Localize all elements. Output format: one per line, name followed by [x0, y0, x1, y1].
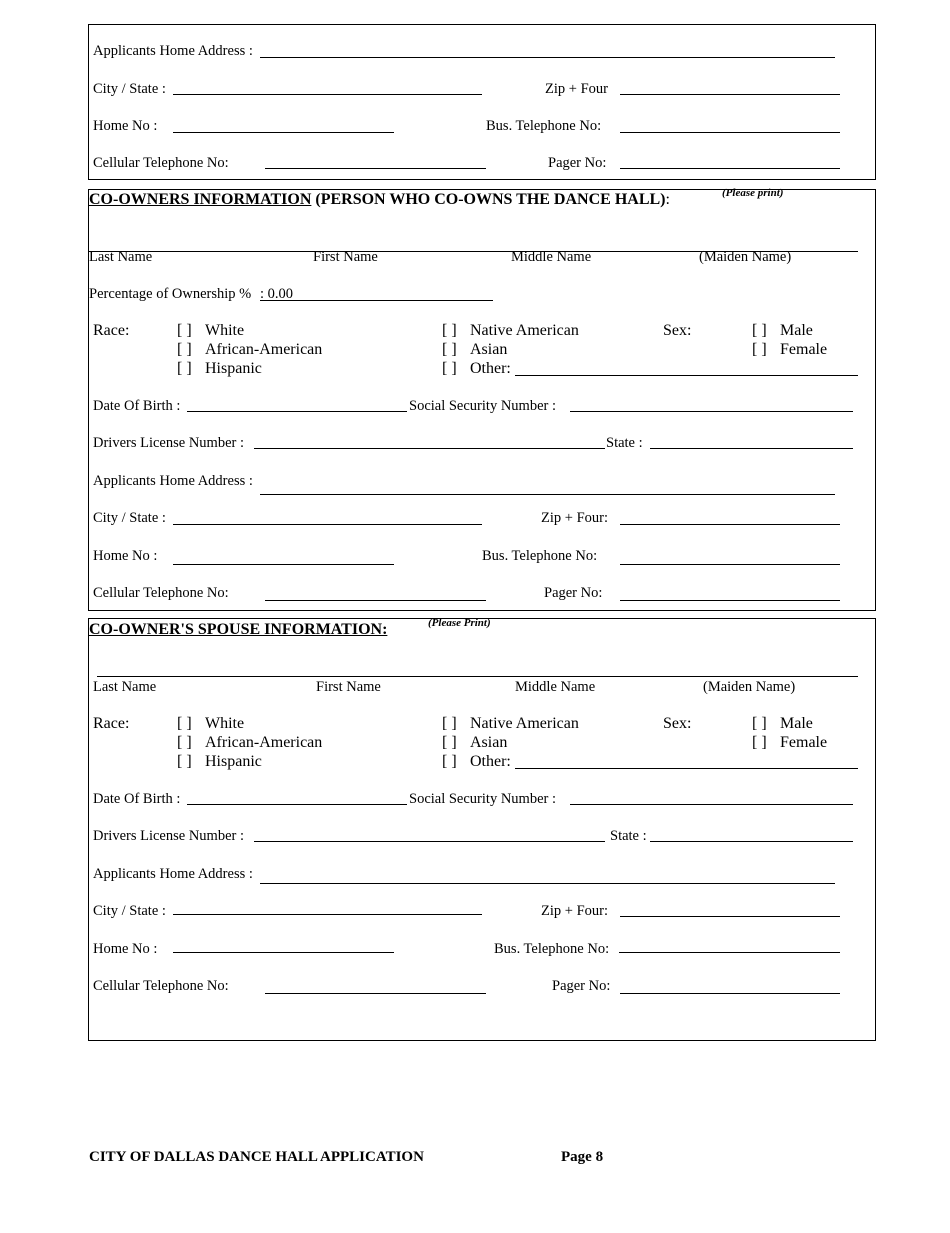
option-label: Female	[780, 341, 828, 358]
option-label: African-American	[205, 341, 323, 358]
coowner-middle-name-label: Middle Name	[511, 249, 592, 265]
spouse-please-print: (Please Print)	[428, 617, 491, 629]
spouse-dob-field[interactable]	[187, 804, 407, 805]
coowner-dob-label: Date Of Birth :	[93, 398, 181, 414]
spouse-race-asian[interactable]	[442, 735, 507, 751]
ownership-value: : 0.00	[260, 286, 294, 302]
spouse-last-name-label: Last Name	[93, 679, 157, 695]
spouse-cell-label: Cellular Telephone No:	[93, 978, 229, 994]
spouse-race-other-field[interactable]	[515, 768, 858, 769]
coowner-ssn-field[interactable]	[570, 411, 853, 412]
spouse-race-african-american[interactable]	[177, 735, 322, 751]
home-no-label: Home No :	[93, 118, 158, 134]
checkbox-icon[interactable]: [ ]	[752, 734, 767, 751]
spouse-bus-phone-label: Bus. Telephone No:	[494, 941, 610, 957]
pager-field[interactable]	[620, 168, 840, 169]
coowner-race-label: Race:	[93, 322, 130, 339]
option-label: Other:	[470, 753, 511, 770]
coowner-zip-label: Zip + Four:	[541, 510, 608, 526]
option-label: Native American	[470, 322, 579, 339]
checkbox-icon[interactable]: [ ]	[752, 322, 767, 339]
city-state-field[interactable]	[173, 94, 482, 95]
coowner-please-print: (Please print)	[722, 187, 784, 199]
coowner-cell-field[interactable]	[265, 600, 486, 601]
coowner-cell-label: Cellular Telephone No:	[93, 585, 229, 601]
checkbox-icon[interactable]: [ ]	[177, 341, 192, 358]
page-number: Page 8	[561, 1149, 604, 1165]
checkbox-icon[interactable]: [ ]	[752, 341, 767, 358]
option-label: Male	[780, 322, 813, 339]
option-label: Asian	[470, 734, 508, 751]
coowner-pager-field[interactable]	[620, 600, 840, 601]
coowner-race-other[interactable]	[442, 361, 511, 377]
spouse-title	[89, 622, 387, 638]
spouse-race-white[interactable]	[177, 716, 244, 732]
coowner-zip-field[interactable]	[620, 524, 840, 525]
spouse-ssn-field[interactable]	[570, 804, 853, 805]
coowner-dl-label: Drivers License Number :	[93, 435, 244, 451]
coowner-pager-label: Pager No:	[544, 585, 603, 601]
option-label: Other:	[470, 360, 511, 377]
spouse-city-state-label: City / State :	[93, 903, 166, 919]
checkbox-icon[interactable]: [ ]	[442, 734, 457, 751]
coowner-sex-female[interactable]	[752, 342, 827, 358]
checkbox-icon[interactable]: [ ]	[177, 715, 192, 732]
spouse-cell-field[interactable]	[265, 993, 486, 994]
option-label: Male	[780, 715, 813, 732]
coowner-dl-field[interactable]	[254, 448, 605, 449]
ownership-field[interactable]	[260, 300, 493, 301]
checkbox-icon[interactable]: [ ]	[177, 753, 192, 770]
spouse-ssn-label: Social Security Number :	[409, 791, 556, 807]
coowner-maiden-name-label: (Maiden Name)	[699, 249, 792, 265]
checkbox-icon[interactable]: [ ]	[442, 341, 457, 358]
spouse-sex-male[interactable]	[752, 716, 813, 732]
option-label: African-American	[205, 734, 323, 751]
coowner-city-state-label: City / State :	[93, 510, 166, 526]
option-label: Asian	[470, 341, 508, 358]
option-label: Female	[780, 734, 828, 751]
spouse-city-state-field[interactable]	[173, 914, 482, 915]
checkbox-icon[interactable]: [ ]	[442, 715, 457, 732]
spouse-race-hispanic[interactable]	[177, 754, 262, 770]
checkbox-icon[interactable]: [ ]	[442, 322, 457, 339]
coowner-race-african-american[interactable]	[177, 342, 322, 358]
coowner-title-colon: :	[665, 191, 670, 208]
pager-label: Pager No:	[548, 155, 607, 171]
coowner-city-state-field[interactable]	[173, 524, 482, 525]
home-address-field[interactable]	[260, 57, 835, 58]
home-address-label: Applicants Home Address :	[93, 43, 253, 59]
ownership-label: Percentage of Ownership %	[89, 286, 252, 302]
zip-label: Zip + Four	[545, 81, 608, 97]
coowner-title-main: CO-OWNERS INFORMATION	[89, 191, 312, 208]
home-no-field[interactable]	[173, 132, 394, 133]
spouse-state-label: State :	[610, 828, 647, 844]
cell-label: Cellular Telephone No:	[93, 155, 229, 171]
coowner-state-field[interactable]	[650, 448, 853, 449]
spouse-name-field[interactable]	[97, 676, 858, 677]
checkbox-icon[interactable]: [ ]	[177, 360, 192, 377]
spouse-race-label: Race:	[93, 715, 130, 732]
spouse-sex-label: Sex:	[663, 715, 692, 732]
checkbox-icon[interactable]: [ ]	[442, 360, 457, 377]
option-label: White	[205, 715, 245, 732]
city-state-label: City / State :	[93, 81, 166, 97]
spouse-title-main: CO-OWNER'S SPOUSE INFORMATION:	[89, 621, 388, 638]
cell-field[interactable]	[265, 168, 486, 169]
spouse-home-no-field[interactable]	[173, 952, 394, 953]
spouse-sex-female[interactable]	[752, 735, 827, 751]
spouse-home-no-label: Home No :	[93, 941, 158, 957]
coowner-home-no-field[interactable]	[173, 564, 394, 565]
spouse-race-native-american[interactable]	[442, 716, 579, 732]
coowner-race-other-field[interactable]	[515, 375, 858, 376]
coowner-race-asian[interactable]	[442, 342, 507, 358]
checkbox-icon[interactable]: [ ]	[442, 753, 457, 770]
coowner-race-white[interactable]	[177, 323, 244, 339]
spouse-maiden-name-label: (Maiden Name)	[703, 679, 796, 695]
coowner-race-native-american[interactable]	[442, 323, 579, 339]
coowner-sex-male[interactable]	[752, 323, 813, 339]
option-label: White	[205, 322, 245, 339]
spouse-home-address-field[interactable]	[260, 883, 835, 884]
coowner-first-name-label: First Name	[313, 249, 378, 265]
spouse-dl-field[interactable]	[254, 841, 605, 842]
option-label: Hispanic	[205, 753, 262, 770]
coowner-title	[89, 192, 670, 208]
zip-field[interactable]	[620, 94, 840, 95]
spouse-dob-label: Date Of Birth :	[93, 791, 181, 807]
coowner-last-name-label: Last Name	[89, 249, 153, 265]
checkbox-icon[interactable]: [ ]	[177, 734, 192, 751]
coowner-bus-phone-field[interactable]	[620, 564, 840, 565]
spouse-bus-phone-field[interactable]	[619, 952, 840, 953]
bus-phone-label: Bus. Telephone No:	[486, 118, 602, 134]
checkbox-icon[interactable]: [ ]	[752, 715, 767, 732]
coowner-bus-phone-label: Bus. Telephone No:	[482, 548, 598, 564]
spouse-dl-label: Drivers License Number :	[93, 828, 244, 844]
spouse-first-name-label: First Name	[316, 679, 381, 695]
footer-title: CITY OF DALLAS DANCE HALL APPLICATION	[89, 1149, 424, 1165]
spouse-race-other[interactable]	[442, 754, 511, 770]
spouse-zip-field[interactable]	[620, 916, 840, 917]
spouse-zip-label: Zip + Four:	[541, 903, 608, 919]
coowner-sex-label: Sex:	[663, 322, 692, 339]
spouse-home-address-label: Applicants Home Address :	[93, 866, 253, 882]
bus-phone-field[interactable]	[620, 132, 840, 133]
spouse-middle-name-label: Middle Name	[515, 679, 596, 695]
spouse-pager-label: Pager No:	[552, 978, 611, 994]
coowner-state-label: State :	[606, 435, 643, 451]
option-label: Hispanic	[205, 360, 262, 377]
spouse-pager-field[interactable]	[620, 993, 840, 994]
coowner-dob-field[interactable]	[187, 411, 407, 412]
checkbox-icon[interactable]: [ ]	[177, 322, 192, 339]
coowner-ssn-label: Social Security Number :	[409, 398, 556, 414]
coowner-race-hispanic[interactable]	[177, 361, 262, 377]
coowner-home-address-field[interactable]	[260, 494, 835, 495]
spouse-state-field[interactable]	[650, 841, 853, 842]
coowner-home-address-label: Applicants Home Address :	[93, 473, 253, 489]
coowner-title-suffix: (PERSON WHO CO-OWNS THE DANCE HALL)	[311, 191, 666, 208]
coowner-home-no-label: Home No :	[93, 548, 158, 564]
option-label: Native American	[470, 715, 579, 732]
